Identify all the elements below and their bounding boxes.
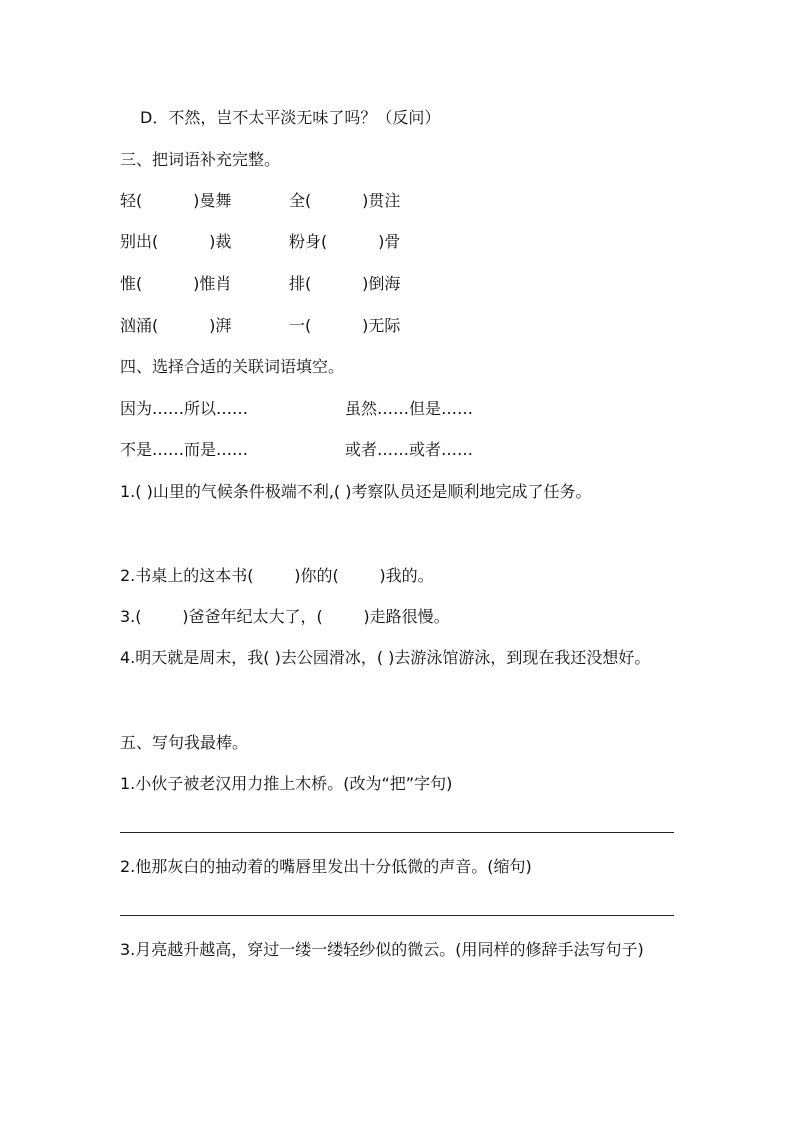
conjunction-option: 不是……而是…… [120,440,249,459]
section3-title: 三、把词语补充完整。 [120,150,281,169]
conjunction-option: 因为……所以…… [120,399,249,418]
question-5-3: 3.月亮越升越高，穿过一缕一缕轻纱似的微云。(用同样的修辞手法写句子) [120,940,644,959]
idiom-blank[interactable]: 粉身( )骨 [289,232,401,251]
question-4-1[interactable]: 1.( )山里的气候条件极端不利,( )考察队员还是顺利地完成了任务。 [120,482,592,501]
answer-line[interactable] [120,832,674,833]
idiom-blank[interactable]: 全( )贯注 [289,191,401,210]
idiom-blank[interactable]: 排( )倒海 [289,274,401,293]
question-5-2: 2.他那灰白的抽动着的嘴唇里发出十分低微的声音。(缩句) [120,857,532,876]
answer-line[interactable] [120,915,674,916]
conjunction-option: 虽然……但是…… [345,399,474,418]
idiom-blank[interactable]: 别出( )裁 [120,232,232,251]
question-5-1: 1.小伙子被老汉用力推上木桥。(改为“把”字句) [120,774,453,793]
idiom-blank[interactable]: 一( )无际 [289,316,401,335]
question-4-3[interactable]: 3.( )爸爸年纪太大了，( )走路很慢。 [120,607,450,626]
conjunction-option: 或者……或者…… [345,440,474,459]
option-d: D．不然，岂不太平淡无味了吗？（反问） [140,108,441,127]
question-4-2[interactable]: 2.书桌上的这本书( )你的( )我的。 [120,566,434,585]
section4-title: 四、选择合适的关联词语填空。 [120,357,345,376]
question-4-4[interactable]: 4.明天就是周末，我( )去公园滑冰，( )去游泳馆游泳，到现在我还没想好。 [120,648,651,667]
section5-title: 五、写句我最棒。 [120,733,249,752]
idiom-blank[interactable]: 轻( )曼舞 [120,191,232,210]
idiom-blank[interactable]: 惟( )惟肖 [120,274,232,293]
idiom-blank[interactable]: 汹涌( )湃 [120,316,232,335]
